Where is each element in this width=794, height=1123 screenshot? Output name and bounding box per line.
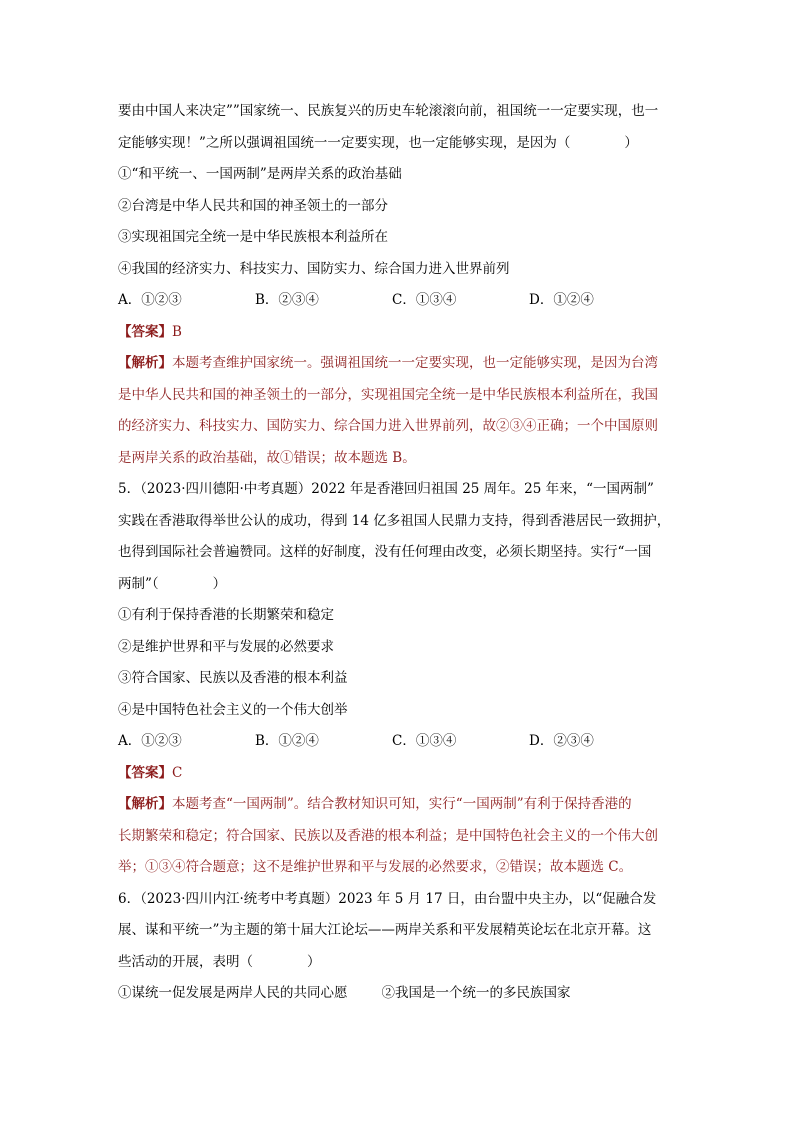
q4-option-d: D．①②④ bbox=[529, 292, 594, 308]
q5-options bbox=[118, 726, 678, 758]
q4-options bbox=[118, 285, 678, 317]
q4-analysis-line bbox=[118, 348, 678, 380]
q4-statements bbox=[118, 159, 678, 285]
q6-statement-2: ②我国是一个统一的多民族国家 bbox=[381, 985, 571, 1001]
q5-analysis-line: 举；①③④符合题意；这不是维护世界和平与发展的必然要求，②错误；故本题选 C。 bbox=[118, 859, 633, 875]
answer-label: 【答案】 bbox=[118, 764, 172, 781]
q5-option-a: A．①②③ bbox=[118, 733, 182, 749]
answer-label: 【答案】 bbox=[118, 323, 172, 340]
q4-statement-2: ②台湾是中华人民共和国的神圣领土的一部分 bbox=[118, 197, 388, 214]
q5-statement-3: ③符合国家、民族以及香港的根本利益 bbox=[118, 670, 348, 686]
analysis-text: 本题考查“一国两制”。结合教材知识可知，实行“一国两制”有利于保持香港的 bbox=[172, 796, 632, 812]
q4-stem bbox=[118, 96, 678, 159]
q6-statements bbox=[118, 978, 678, 1010]
q5-stem-line: 两制”（ ） bbox=[118, 575, 227, 592]
q4-option-b: B．②③④ bbox=[255, 292, 319, 308]
q5-statement-1: ①有利于保持香港的长期繁荣和稳定 bbox=[118, 607, 334, 623]
q4-analysis-line: 的经济实力、科技实力、国防实力、综合国力进入世界前列，故②③④正确；一个中国原则 bbox=[118, 418, 658, 434]
q5-stem-line: 5．（2023·四川德阳·中考真题）2022 年是香港回归祖国 25 周年。25 年来，“一国两制” bbox=[118, 481, 654, 497]
q4-analysis bbox=[118, 348, 678, 474]
q5-stem bbox=[118, 474, 678, 600]
q4-analysis-line: 是中华人民共和国的神圣领土的一部分，实现祖国完全统一是中华民族根本利益所在，我国 bbox=[118, 386, 658, 403]
q4-analysis-line: 是两岸关系的政治基础，故①错误；故本题选 B。 bbox=[118, 449, 416, 466]
q4-option-a: A．①②③ bbox=[118, 292, 182, 308]
q4-answer bbox=[118, 317, 678, 349]
q5-statement-2: ②是维护世界和平与发展的必然要求 bbox=[118, 638, 334, 655]
q5-stem-line: 实践在香港取得举世公认的成功，得到 14 亿多祖国人民鼎力支持，得到香港居民一致拥护， bbox=[118, 512, 671, 529]
answer-value: C bbox=[172, 764, 183, 781]
q5-analysis-line bbox=[118, 789, 678, 821]
q5-statements bbox=[118, 600, 678, 726]
q6-stem bbox=[118, 884, 678, 979]
q4-statement-4: ④我国的经济实力、科技实力、国防实力、综合国力进入世界前列 bbox=[118, 260, 510, 277]
q4-stem-line: 定能够实现！”之所以强调祖国统一一定要实现，也一定能够实现，是因为（ ） bbox=[118, 134, 638, 151]
q4-statement-1: ①“和平统一、一国两制”是两岸关系的政治基础 bbox=[118, 166, 402, 182]
q4-option-c: C．①③④ bbox=[392, 292, 457, 308]
answer-value: B bbox=[172, 323, 182, 340]
q5-option-c: C．①③④ bbox=[392, 733, 457, 749]
q5-statement-4: ④是中国特色社会主义的一个伟大创举 bbox=[118, 701, 348, 718]
analysis-label: 【解析】 bbox=[118, 796, 172, 812]
document-page bbox=[118, 96, 678, 1010]
q4-stem-line: 要由中国人来决定””国家统一、民族复兴的历史车轮滚滚向前，祖国统一一定要实现，也一 bbox=[118, 103, 659, 119]
q5-analysis-line: 长期繁荣和稳定；符合国家、民族以及香港的根本利益；是中国特色社会主义的一个伟大创 bbox=[118, 827, 658, 844]
q5-analysis bbox=[118, 789, 678, 884]
analysis-text: 本题考查维护国家统一。强调祖国统一一定要实现，也一定能够实现，是因为台湾 bbox=[172, 355, 658, 371]
q5-stem-line: 也得到国际社会普遍赞同。这样的好制度，没有任何理由改变，必须长期坚持。实行“一国 bbox=[118, 544, 652, 560]
q6-stem-line: 6．（2023·四川内江·统考中考真题）2023 年 5 月 17 日，由台盟中央主办，以“促融合发 bbox=[118, 890, 657, 907]
q4-statement-3: ③实现祖国完全统一是中华民族根本利益所在 bbox=[118, 229, 388, 245]
q6-stem-line: 些活动的开展，表明（ ） bbox=[118, 953, 321, 970]
q6-statement-1: ①谋统一促发展是两岸人民的共同心愿 bbox=[118, 985, 348, 1001]
q5-option-d: D．②③④ bbox=[529, 733, 594, 749]
q6-stem-line: 展、谋和平统一”为主题的第十届大江论坛——两岸关系和平发展精英论坛在北京开幕。这 bbox=[118, 922, 652, 938]
analysis-label: 【解析】 bbox=[118, 355, 172, 371]
q5-option-b: B．①②④ bbox=[255, 733, 319, 749]
q5-answer bbox=[118, 758, 678, 790]
